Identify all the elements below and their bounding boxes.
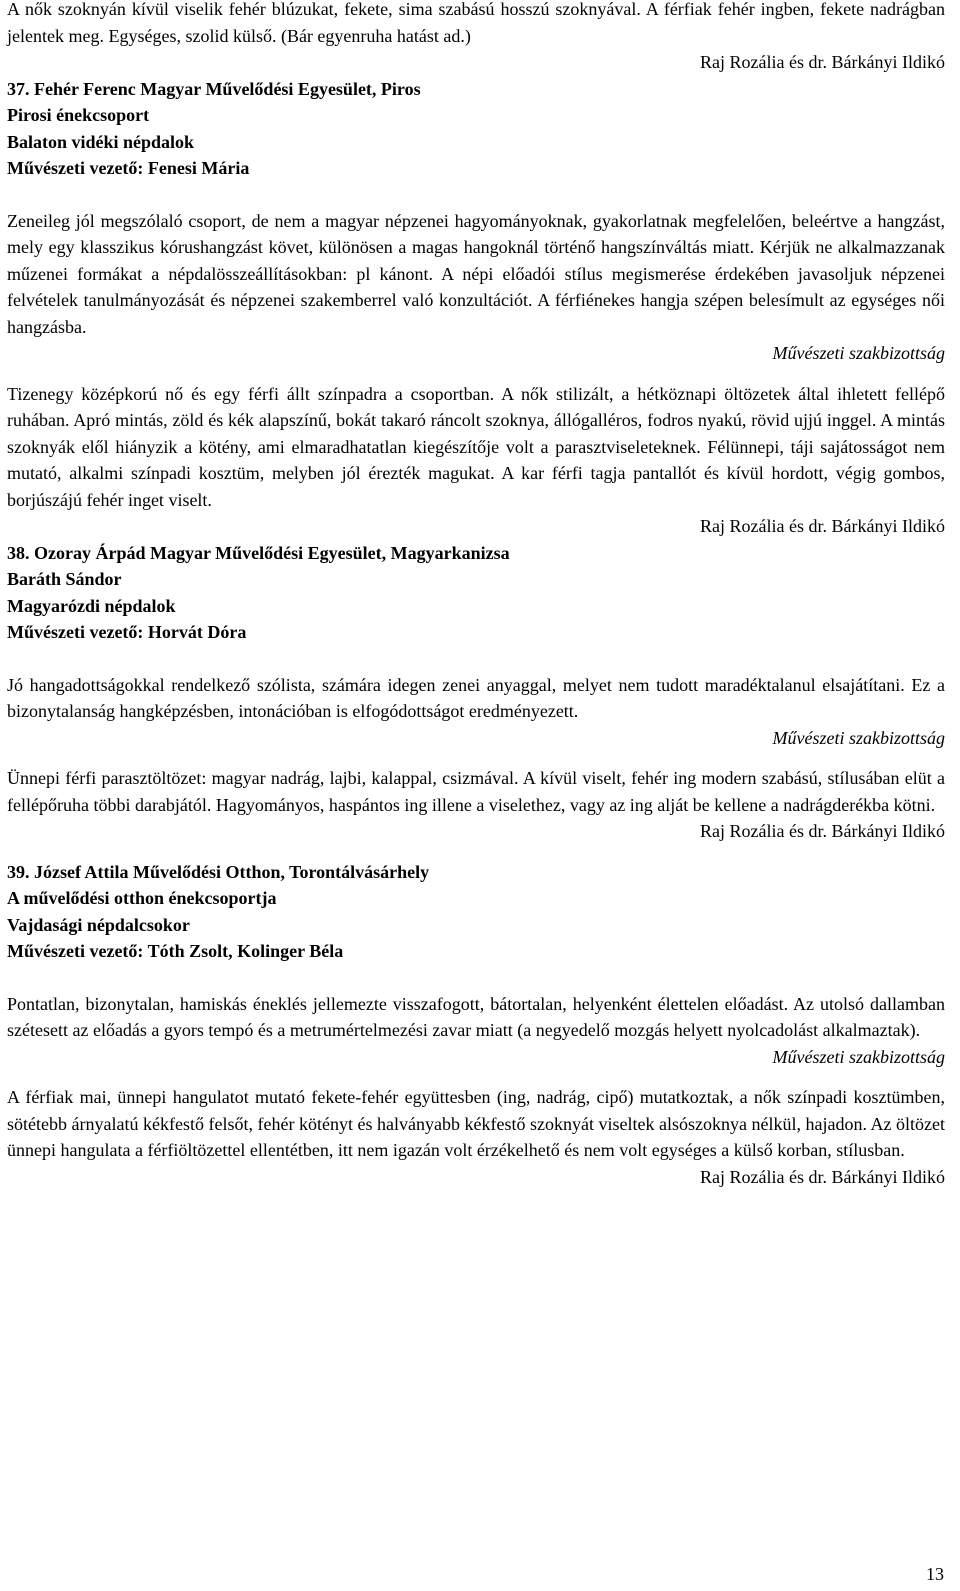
music-review: Zeneileg jól megszólaló csoport, de nem a magyar népzenei hagyományoknak, gyakorlatnak megfelelően, beleértve a hangzást, mely egy klasszikus kórushangzást követ, különösen a magas hangoknál történő hangszínváltás miatt. Kérjük ne alkalmazzanak műzenei formákat a népdalösszeállításokban: pl kánont. A népi előadói stílus megismerése érdekében javasoljuk népzenei felvételek tanulmányozását és népzenei szakemberrel való konzultációt. A férfiénekes hangja szépen belesímult az egységes női hangzásba. [7,210,945,337]
entry-title: 37. Fehér Ferenc Magyar Művelődési Egyesület, Piros [7,78,421,99]
entry-program: Magyarózdi népdalok [7,595,176,616]
signature-juror: Raj Rozália és dr. Bárkányi Ildikó [700,821,945,841]
signature-committee: Művészeti szakbizottság [772,1046,945,1067]
entry-37 [7,76,945,540]
entry-director: Művészeti vezető: Fenesi Mária [7,158,250,178]
document-page [7,0,945,1190]
entry-performer: Pirosi énekcsoport [7,105,150,125]
music-review: Jó hangadottságokkal rendelkező szólista, számára idegen zenei anyaggal, melyet nem tudott maradéktalanul elsajátítani. Ez a bizonytalanság hangképzésben, intonációban is elfogódottságot eredményezett. [7,674,945,721]
entry-39 [7,859,945,1191]
music-review: Pontatlan, bizonytalan, hamiskás éneklés jellemezte visszafogott, bátortalan, helyenként élettelen előadást. Az utolsó dallamban szétesett az előadás a gyors tempó és a metrumértelmezési zavar miatt (a negyedelő mozgás helyett nyolcadolást alkalmaztak). [7,993,945,1040]
signature-juror: Raj Rozália és dr. Bárkányi Ildikó [700,516,945,536]
entry-heading [7,859,945,965]
entry-heading [7,76,945,182]
entry-director: Művészeti vezető: Horvát Dóra [7,622,247,642]
costume-review: A férfiak mai, ünnepi hangulatot mutató fekete-fehér együttesben (ing, nadrág, cipő) mutatkoztak, a nők színpadi kosztümben, sötétebb árnyalatú kékfestő felsőt, fehér kötényt és halványabb kékfestő szoknyát viseltek alsószoknya nélkül, hajadon. Az öltözet ünnepi hangulata a férfiöltözettel ellentétben, itt nem igazán volt érzékelhető és nem volt egységes a külső korban, stílusban. [7,1087,945,1160]
signature-committee: Művészeti szakbizottság [772,343,945,363]
entry-heading [7,540,945,646]
entry-title: 38. Ozoray Árpád Magyar Művelődési Egyesület, Magyarkanizsa [7,542,510,563]
entry-38 [7,540,945,845]
signature-juror: Raj Rozália és dr. Bárkányi Ildikó [700,52,945,72]
costume-review: Ünnepi férfi parasztöltözet: magyar nadrág, lajbi, kalappal, csizmával. A kívül viselt, fehér ing modern szabású, stílusában elüt a fellépőruha többi darabjától. Hagyományos, haspántos ing illene a viselethez, vagy az ing alját be kellene a nadrágderékba kötni. [7,768,945,815]
entry-program: Balaton vidéki népdalok [7,131,195,152]
entry-program: Vajdasági népdalcsokor [7,914,190,935]
signature-committee: Művészeti szakbizottság [772,727,945,748]
signature-juror: Raj Rozália és dr. Bárkányi Ildikó [700,1166,945,1187]
entry-title: 39. József Attila Művelődési Otthon, Torontálvásárhely [7,861,430,882]
entry-director: Művészeti vezető: Tóth Zsolt, Kolinger Béla [7,941,344,961]
costume-review: Tizenegy középkorú nő és egy férfi állt színpadra a csoportban. A nők stilizált, a hétköznapi öltözetek által ihletett fellépő ruhában. Apró mintás, zöld és kék alapszínű, bokát takaró ráncolt szoknya, állógalléros, fodros nyakú, rövid ujjú inggel. A mintás szoknyák elől hiányzik a kötény, ami elmaradhatatlan kiegészítője volt a parasztviseleteknek. Félünnepi, táji sajátosságot nem mutató, alkalmi színpadi kosztüm, melyben jól érezték magukat. A kar férfi tagja pantallót és kívül hordott, végig gombos, borjúszájú fehér inget viselt. [7,383,945,510]
entry-performer: Baráth Sándor [7,569,122,589]
intro-paragraph: A nők szoknyán kívül viselik fehér blúzukat, fekete, sima szabású hosszú szoknyával. A férfiak fehér ingben, fekete nadrágban jelentek meg. Egységes, szolid külső. (Bár egyenruha hatást ad.) [7,0,945,46]
page-number: 13 [926,1563,944,1584]
entry-performer: A művelődési otthon énekcsoportja [7,888,277,908]
